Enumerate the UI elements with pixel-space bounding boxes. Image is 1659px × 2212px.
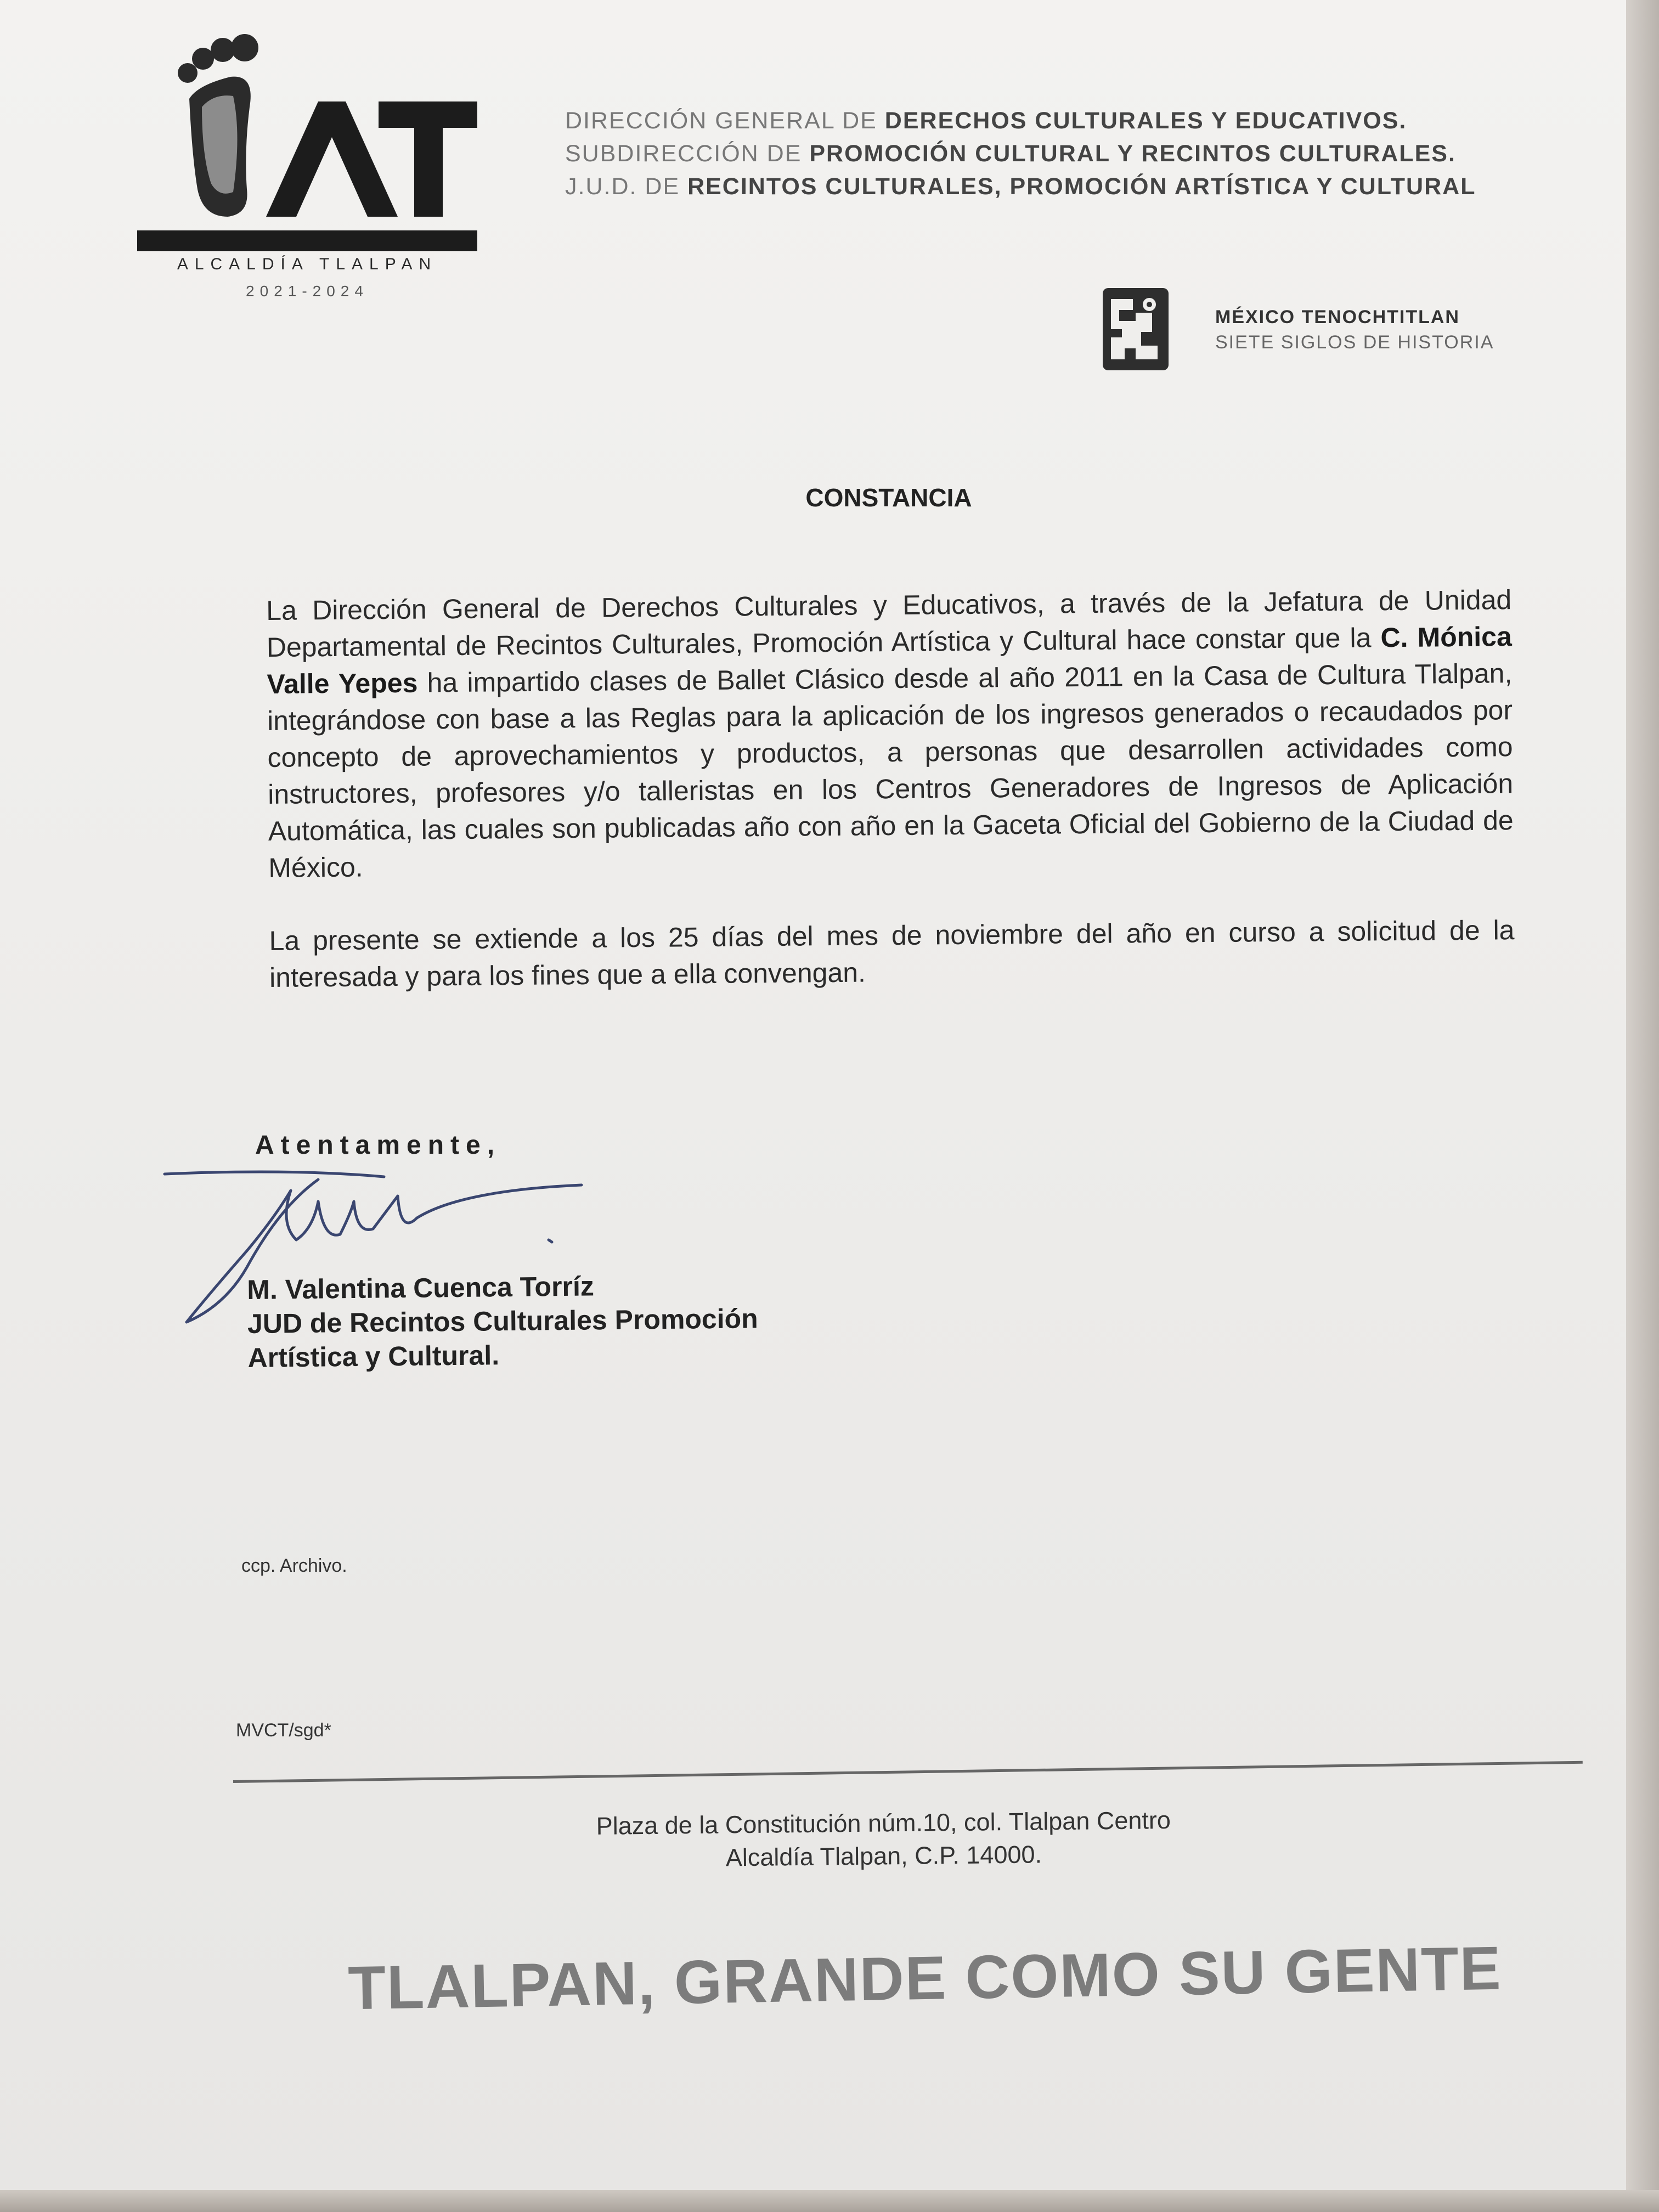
address-line: Alcaldía Tlalpan, C.P. 14000.	[725, 1840, 1042, 1872]
agency-header	[565, 104, 1553, 203]
closing-salutation: Atentamente,	[255, 1131, 501, 1160]
agency-line	[565, 170, 1553, 203]
recipient-name: C. Mónica Valle Yepes	[267, 621, 1513, 699]
page-edge-shadow	[1626, 0, 1659, 2212]
agency-line	[565, 137, 1553, 170]
agency-line-prefix: J.U.D. DE	[565, 173, 688, 200]
document-title: CONSTANCIA	[805, 483, 972, 512]
emblem-title: MÉXICO TENOCHTITLAN	[1215, 307, 1460, 328]
footer-address	[538, 1803, 1229, 1876]
paragraph-text: La Dirección General de Derechos Culturales y Educativos, a través de la Jefatura de Unidad Departamental de Recintos Culturales, Promoción Artística y Cultural hace constar que la	[266, 584, 1512, 663]
signer-title: Artística y Cultural.	[247, 1340, 500, 1373]
signer-title: JUD de Recintos Culturales Promoción	[247, 1303, 758, 1339]
aztec-emblem-icon	[1094, 283, 1177, 376]
alcaldia-tlalpan-logo	[137, 25, 477, 300]
emblem-subtitle: SIETE SIGLOS DE HISTORIA	[1215, 332, 1494, 353]
footprint-at-logo-icon	[137, 25, 477, 255]
document-body	[266, 582, 1515, 1032]
signer-block	[247, 1267, 759, 1375]
logo-years: 2021-2024	[246, 283, 369, 300]
copy-notice: ccp. Archivo.	[241, 1555, 347, 1576]
body-paragraph	[266, 582, 1514, 887]
logo-name: ALCALDÍA TLALPAN	[177, 255, 438, 273]
address-line: Plaza de la Constitución núm.10, col. Tlalpan Centro	[596, 1805, 1171, 1840]
agency-line	[565, 104, 1553, 137]
agency-line-bold: PROMOCIÓN CULTURAL Y RECINTOS CULTURALES.	[809, 140, 1456, 167]
page-edge-shadow-bottom	[0, 2190, 1659, 2212]
agency-line-prefix: SUBDIRECCIÓN DE	[565, 140, 810, 167]
footer-divider	[233, 1761, 1583, 1783]
body-paragraph: La presente se extiende a los 25 días del mes de noviembre del año en curso a solicitud de la interesada y para los fines que a ella convengan.	[269, 915, 1515, 993]
agency-line-bold: DERECHOS CULTURALES Y EDUCATIVOS.	[884, 108, 1407, 134]
agency-line-bold: RECINTOS CULTURALES, PROMOCIÓN ARTÍSTICA Y CULTURAL	[687, 173, 1476, 200]
footer-slogan: TLALPAN, GRANDE COMO SU GENTE	[347, 1933, 1503, 2023]
emblem-caption	[1215, 304, 1494, 355]
paragraph-text: ha impartido clases de Ballet Clásico desde al año 2011 en la Casa de Cultura Tlalpan, integrándose con base a las Reglas para la aplicación de los ingresos generados o recaudados por concepto de aprovechamientos y productos, a personas que desarrollen actividades como instructores, profesores y/o talleristas en los Centros Generadores de Ingresos de Aplicación Automática, las cuales son publicadas año con año en la Gaceta Oficial del Gobierno de la Ciudad de México.	[267, 658, 1514, 883]
reference-initials: MVCT/sgd*	[236, 1720, 331, 1741]
signer-name: M. Valentina Cuenca Torríz	[247, 1271, 595, 1305]
agency-line-prefix: DIRECCIÓN GENERAL DE	[565, 108, 885, 134]
